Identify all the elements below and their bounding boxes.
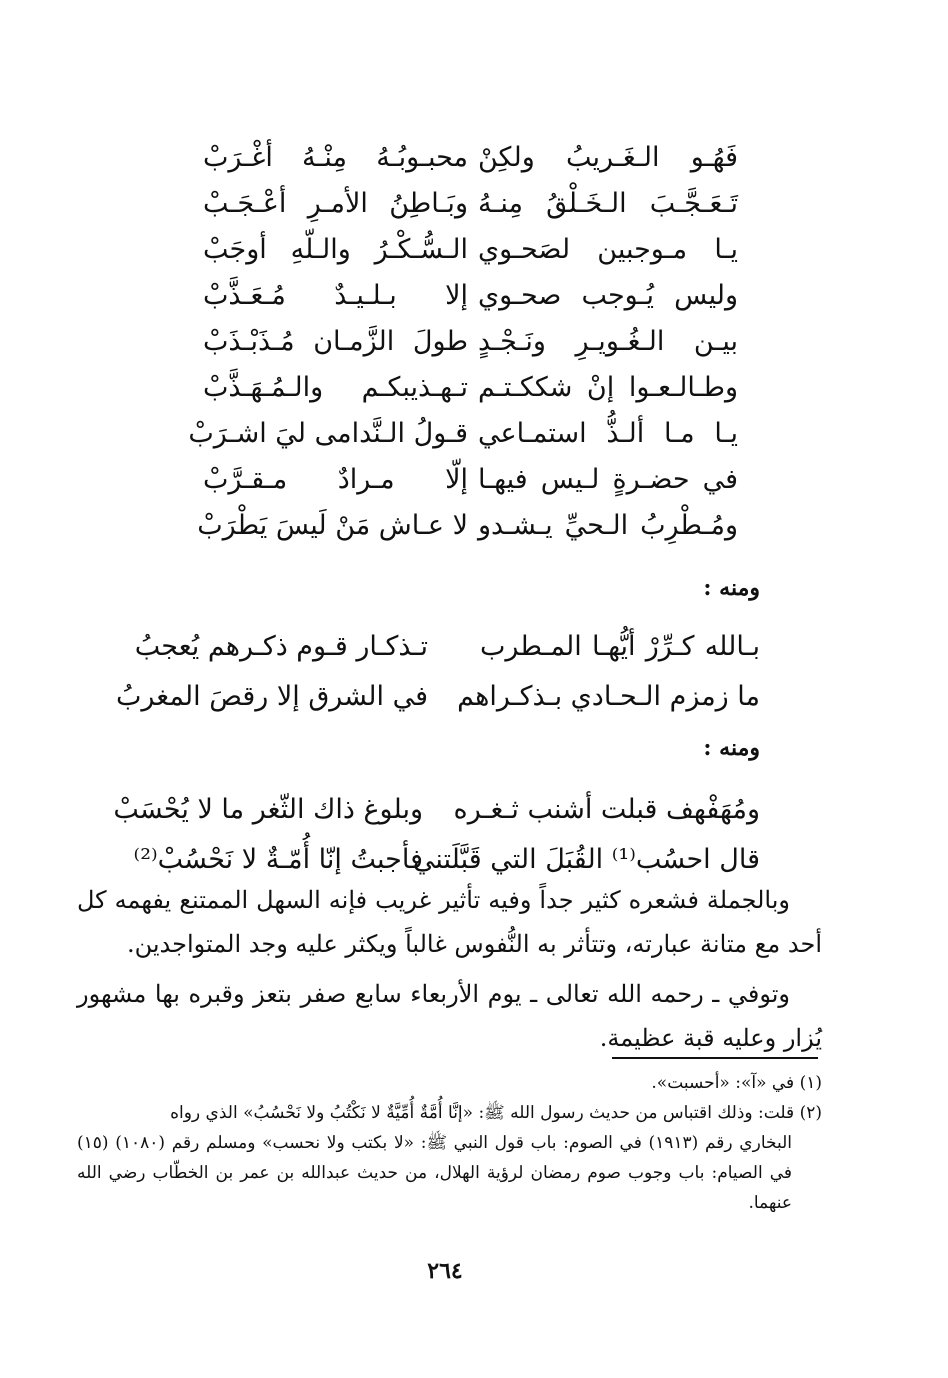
footnote-2: (٢) قلت: وذلك اقتباس من حديث رسول الله ﷺ: «إنَّا أُمَّةٌ أُمِّيَّةٌ لا نَكْتُبُ ولا نَحْسُبُ» الذي رواه xyxy=(170,1103,822,1123)
verse-second-hemistich: تـذكـار قـوم ذكـرهم يُعجبُ xyxy=(134,631,428,662)
verse-second-hemistich: محبـوبُـهُ مِنْـهُ أغْـرَبْ xyxy=(203,142,468,173)
prose-text xyxy=(77,972,822,1060)
verse-first-hemistich: في حضـرةٍ لـيس فيهـا xyxy=(478,464,738,495)
verse-line xyxy=(115,672,760,722)
verse-second-hemistich: فأجبتُ إنّا أُمّـةٌ لا نَحْسُبْ⁽²⁾ xyxy=(133,844,423,875)
footnote-1: (١) في «آ»: «أحسبت». xyxy=(651,1073,822,1093)
verse-line xyxy=(163,227,738,273)
verse-second-hemistich: قـولُ الـنَّدامى ليَ اشـرَبْ xyxy=(188,418,468,449)
prose-paragraph: وبالجملة فشعره كثير جداً وفيه تأثير غريب فإنه السهل الممتنع يفهمه كل أحد مع متانة عبارته، وتتأثر به النُّفوس غالباً ويكثر عليه وجد المتواجدين. xyxy=(77,886,822,958)
section-label: ومنه : xyxy=(703,575,760,601)
poem-block-3 xyxy=(113,785,760,885)
verse-first-hemistich: فَهُـو الـغَـريبُ ولكِنْ xyxy=(478,142,738,173)
verse-second-hemistich: طولَ الزَّمـان مُـذَبْـذَبْ xyxy=(203,326,468,357)
prose-text xyxy=(77,878,822,966)
verse-line xyxy=(163,135,738,181)
page-number: ٢٦٤ xyxy=(427,1258,463,1284)
verse-line xyxy=(163,181,738,227)
verse-first-hemistich: ما زمزم الـحـادي بـذكـراهم xyxy=(457,681,760,712)
verse-first-hemistich: ومُهَفْهف قبلت أشنب ثـغـره xyxy=(453,794,760,825)
verse-second-hemistich: إلّا مـرادٌ مـقـرَّبْ xyxy=(203,464,468,495)
verse-first-hemistich: بيـن الـغُـويـرِ ونَـجْـدٍ xyxy=(478,326,738,357)
verse-first-hemistich: وليس يُـوجب صحـوي xyxy=(478,280,738,311)
verse-line xyxy=(163,503,738,549)
verse-line xyxy=(113,785,760,835)
poem-block-2 xyxy=(115,622,760,722)
verse-line xyxy=(163,457,738,503)
verse-first-hemistich: يـا مـوجبين لصَحـوي xyxy=(478,234,738,265)
verse-second-hemistich: وبَـاطِنُ الأمـرِ أعْـجَـبْ xyxy=(203,188,468,219)
verse-line xyxy=(163,411,738,457)
verse-first-hemistich: قال احسُب⁽¹⁾ القُبَلَ التي قَبَّلَتني xyxy=(412,844,760,875)
verse-line xyxy=(163,273,738,319)
verse-first-hemistich: يـا مـا ألـذُّ استمـاعي xyxy=(478,418,738,449)
section-label: ومنه : xyxy=(703,735,760,761)
verse-line xyxy=(163,319,738,365)
verse-line xyxy=(134,622,760,672)
verse-first-hemistich: تَـعَـجَّـبَ الـخَـلْقُ مِنـهُ xyxy=(478,188,738,219)
verse-first-hemistich: ومُـطْرِبُ الـحيِّ يـشـدو xyxy=(478,510,738,541)
footnotes xyxy=(77,1068,822,1218)
verse-line xyxy=(163,365,738,411)
verse-first-hemistich: وطـالـعـوا إنْ شككـتـم xyxy=(478,372,738,403)
verse-first-hemistich: بـالله كـرِّرْ أيُّهـا المـطرب xyxy=(480,631,760,662)
footnote-separator xyxy=(612,1057,818,1059)
verse-second-hemistich: تـهـذيبكـم والـمُـهَـذَّبْ xyxy=(203,372,468,403)
verse-second-hemistich: الـسُّـكْـرُ والـلّهِ أوجَبْ xyxy=(203,234,468,265)
verse-second-hemistich: في الشرق إلا رقصَ المغربُ xyxy=(115,681,428,712)
verse-second-hemistich: لا عـاش مَنْ لَيسَ يَطْرَبْ xyxy=(197,510,468,541)
footnote-2-continuation: البخاري رقم (١٩١٣) في الصوم: باب قول النبي ﷺ: «لا بكتب ولا نحسب» ومسلم رقم (١٠٨٠) (١٥) في الصيام: باب وجوب صوم رمضان لرؤية الهلال، من حديث عبدالله بن عمر بن الخطّاب رضي الله عنهما. xyxy=(77,1133,793,1213)
prose-paragraph: وتوفي ـ رحمه الله تعالى ـ يوم الأربعاء سابع صفر بتعز وقبره بها مشهور يُزار وعليه قبة عظيمة. xyxy=(77,980,822,1052)
poem-block-1 xyxy=(163,135,738,549)
verse-second-hemistich: وبلوغ ذاك الثّغر ما لا يُحْسَبْ xyxy=(113,794,423,825)
verse-second-hemistich: إلا بـلـيـدٌ مُـعَـذَّبْ xyxy=(203,280,468,311)
